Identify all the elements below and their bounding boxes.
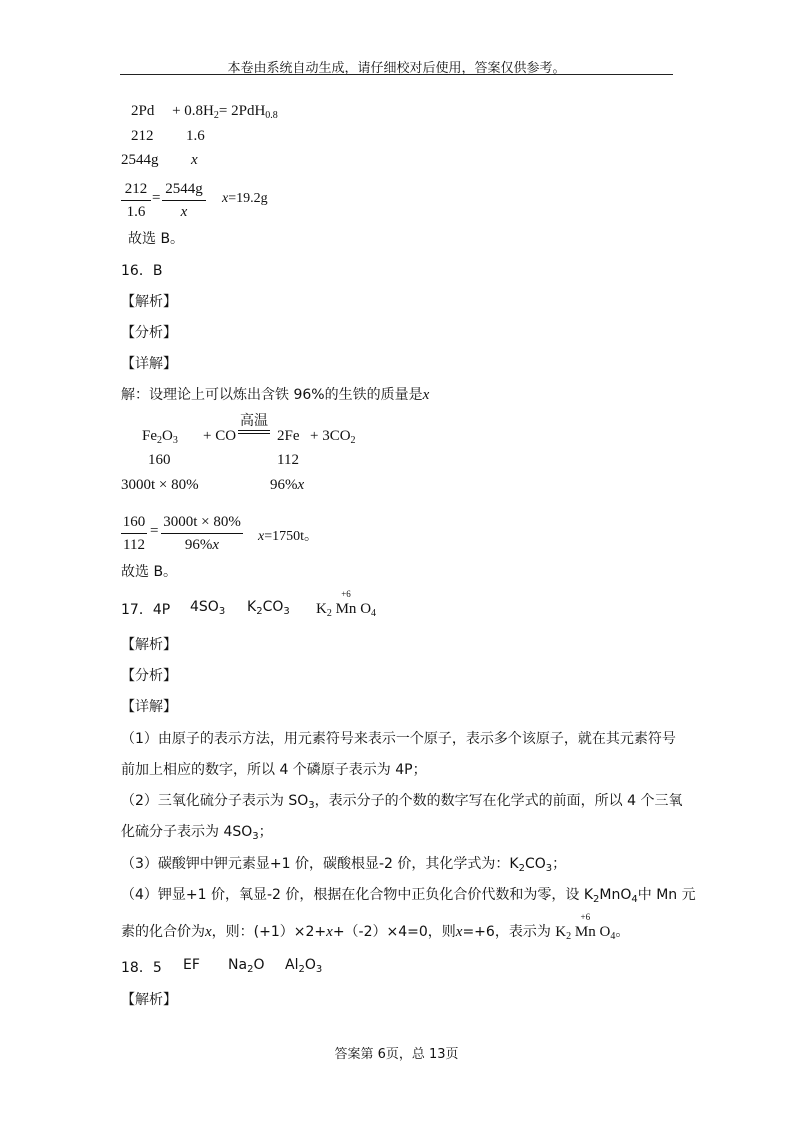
- result-value: =1750t。: [264, 529, 319, 544]
- formula-part: Al: [285, 957, 299, 973]
- q15-result: [222, 191, 268, 207]
- q17-p3: [121, 853, 566, 874]
- superscript: +6: [580, 912, 591, 922]
- text-part: 中 Mn 元: [637, 887, 696, 903]
- text-part: ；: [258, 824, 273, 840]
- subscript: 4: [610, 931, 616, 942]
- fraction-denominator: 112: [123, 537, 145, 553]
- fraction-denominator: 1.6: [126, 204, 146, 220]
- text-part: ，表示分子的个数的数字写在化学式的前面，所以 4 个三氧: [314, 793, 683, 809]
- formula-part: O: [360, 601, 372, 617]
- subscript: 2: [593, 894, 600, 905]
- formula-part: O: [599, 924, 611, 940]
- solve-text: 解：设理论上可以炼出含铁 96%的生铁的质量是: [121, 387, 423, 403]
- q16-answer: 16．B: [121, 263, 163, 279]
- subscript: 3: [172, 435, 178, 446]
- fraction-bar: [121, 533, 147, 534]
- condition-label: 高温: [240, 413, 268, 429]
- fraction-bar: [161, 533, 243, 534]
- text-part: +（-2）×4=0，则: [332, 924, 456, 940]
- subscript: 2: [326, 608, 332, 619]
- variable: x: [297, 477, 305, 493]
- q17-ans1: 4P: [152, 602, 171, 618]
- text-part: （2）三氧化硫分子表示为 SO: [121, 793, 309, 809]
- text-part: 素的化合价为: [121, 924, 205, 940]
- formula-k2mno4: [555, 912, 616, 942]
- eq-product-pdh: = 2PdH: [218, 103, 266, 119]
- subscript: 3: [252, 831, 259, 842]
- text-part: CO: [524, 856, 546, 872]
- text-part: ，则：(+1）×2+: [211, 924, 327, 940]
- text-part: 。: [615, 924, 630, 940]
- q16-mass1: 160: [148, 452, 171, 468]
- subscript: 2: [213, 110, 219, 121]
- formula-part: K: [555, 924, 567, 940]
- q16-eq-fe2o3: [142, 428, 178, 446]
- oxidation-state: [574, 912, 596, 941]
- subscript: 2: [518, 863, 525, 874]
- q18-ans4: [285, 957, 322, 975]
- formula-part: CO: [262, 599, 284, 615]
- q15-mass-h2: 1.6: [186, 128, 205, 144]
- formula-part: Fe: [142, 428, 157, 444]
- q17-ans3: [247, 599, 290, 617]
- q18-ans3: [228, 957, 264, 975]
- fraction-denominator: [161, 536, 243, 554]
- subscript: 2: [247, 964, 254, 975]
- q17-p4-line1: [121, 884, 696, 905]
- variable: x: [326, 924, 333, 940]
- variable: x: [455, 924, 463, 940]
- variable: x: [205, 924, 212, 940]
- formula-part: Mn: [335, 601, 357, 617]
- subscript: 2: [350, 435, 356, 446]
- q16-tag-jiexi: 【解析】: [121, 294, 177, 310]
- q17-p1-line1: （1）由原子的表示方法，用元素符号来表示一个原子，表示多个该原子，就在其元素符号: [121, 731, 676, 747]
- result-value: =19.2g: [228, 191, 268, 206]
- subscript: 3: [218, 606, 226, 617]
- text-part: =+6，表示为: [462, 924, 551, 940]
- text-part: （4）钾显+1 价，氧显-2 价，根据在化合物中正负化合价代数和为零，设 K: [121, 887, 594, 903]
- fraction-denominator: x: [180, 204, 188, 220]
- formula-part: + 3CO: [310, 428, 351, 444]
- variable: x: [212, 537, 220, 553]
- q16-fraction-right: [161, 513, 243, 554]
- result-var: x: [258, 529, 265, 544]
- q16-eq-2fe: 2Fe: [277, 428, 300, 444]
- formula-part: Na: [228, 957, 248, 973]
- fraction-numerator: 160: [122, 514, 146, 530]
- q16-mass2: 112: [277, 452, 299, 468]
- q17-p2-line1: [121, 790, 682, 811]
- q16-eq-3co2: [310, 428, 356, 446]
- subscript: 3: [315, 964, 323, 975]
- page-header: 本卷由系统自动生成，请仔细校对后使用，答案仅供参考。: [227, 61, 566, 76]
- q17-ans2: [190, 599, 225, 617]
- q16-solve-line: [121, 384, 429, 404]
- formula-part: O: [304, 957, 316, 973]
- fraction-numerator: 212: [124, 181, 148, 197]
- q17-ans4: [316, 589, 377, 619]
- formula-part: O: [253, 957, 265, 973]
- subscript: 3: [545, 863, 553, 874]
- formula-part: Mn: [574, 924, 596, 940]
- q17-number: 17．: [121, 602, 153, 618]
- result-var: x: [222, 191, 229, 206]
- subscript: 4: [371, 608, 377, 619]
- q17-p4-line2: [121, 912, 630, 942]
- subscript: 3: [308, 800, 315, 811]
- double-equals-sign: [238, 430, 270, 434]
- formula-part: 4SO: [190, 599, 219, 615]
- q16-conclusion: 故选 B。: [121, 564, 178, 580]
- q15-fraction-left: [121, 180, 151, 221]
- fraction-numerator: 3000t × 80%: [163, 514, 241, 530]
- q15-fraction-equals: =: [152, 190, 161, 206]
- subscript: 0.8: [265, 110, 278, 121]
- eq-reactant-h2: + 0.8H: [172, 103, 214, 119]
- q16-tag-xiangjie: 【详解】: [121, 356, 177, 372]
- q17-tag-fenxi: 【分析】: [121, 668, 177, 684]
- subscript: 3: [283, 606, 290, 617]
- q17-tag-xiangjie: 【详解】: [121, 699, 177, 715]
- subscript: 4: [631, 894, 638, 905]
- q16-eq-co: + CO: [203, 428, 237, 444]
- q16-tag-fenxi: 【分析】: [121, 325, 177, 341]
- percent: 96%: [184, 537, 213, 553]
- q17-p1-line2: 前加上相应的数字，所以 4 个磷原子表示为 4P；: [121, 762, 427, 778]
- text-part: MnO: [599, 887, 632, 903]
- q18-number: 18．5: [121, 960, 162, 976]
- q16-fraction-left: [121, 513, 147, 554]
- q16-unknown: [270, 477, 304, 494]
- formula-part: K: [247, 599, 257, 615]
- q17-tag-jiexi: 【解析】: [121, 637, 177, 653]
- oxidation-state: [335, 589, 357, 618]
- subscript: 2: [157, 435, 162, 446]
- q15-unknown: x: [191, 152, 198, 168]
- fraction-bar: [121, 200, 151, 201]
- q16-fraction-equals: =: [150, 523, 159, 539]
- q17-p2-line2: [121, 821, 273, 842]
- text-part: ；: [552, 856, 567, 872]
- q15-mass-pd: 212: [131, 128, 154, 144]
- q18-tag-jiexi: 【解析】: [121, 992, 177, 1008]
- formula-part: K: [316, 601, 327, 617]
- percent: 96%: [270, 477, 298, 493]
- header-rule: [120, 74, 673, 75]
- text-part: 化硫分子表示为 4SO: [121, 824, 253, 840]
- q16-result: [258, 525, 318, 545]
- text-part: （3）碳酸钾中钾元素显+1 价，碳酸根显-2 价，其化学式为：K: [121, 856, 519, 872]
- formula-part: O: [162, 428, 173, 444]
- eq-reactant-pd: 2Pd: [131, 103, 155, 119]
- q15-fraction-right: [162, 180, 206, 221]
- q18-ans2: EF: [183, 957, 200, 973]
- q15-equation: [131, 103, 278, 121]
- q16-given: 3000t × 80%: [121, 477, 199, 493]
- fraction-bar: [162, 200, 206, 201]
- subscript: 2: [298, 964, 305, 975]
- q16-reaction-condition: [238, 413, 270, 434]
- fraction-numerator: 2544g: [165, 181, 203, 197]
- page-footer: 答案第 6页，总 13页: [334, 1047, 459, 1062]
- superscript: +6: [341, 589, 351, 599]
- subscript: 2: [566, 931, 572, 942]
- q17-answers: [121, 599, 170, 619]
- solve-var: x: [422, 387, 430, 403]
- subscript: 2: [256, 606, 263, 617]
- q15-given: 2544g: [121, 152, 159, 168]
- q15-conclusion: 故选 B。: [128, 231, 185, 247]
